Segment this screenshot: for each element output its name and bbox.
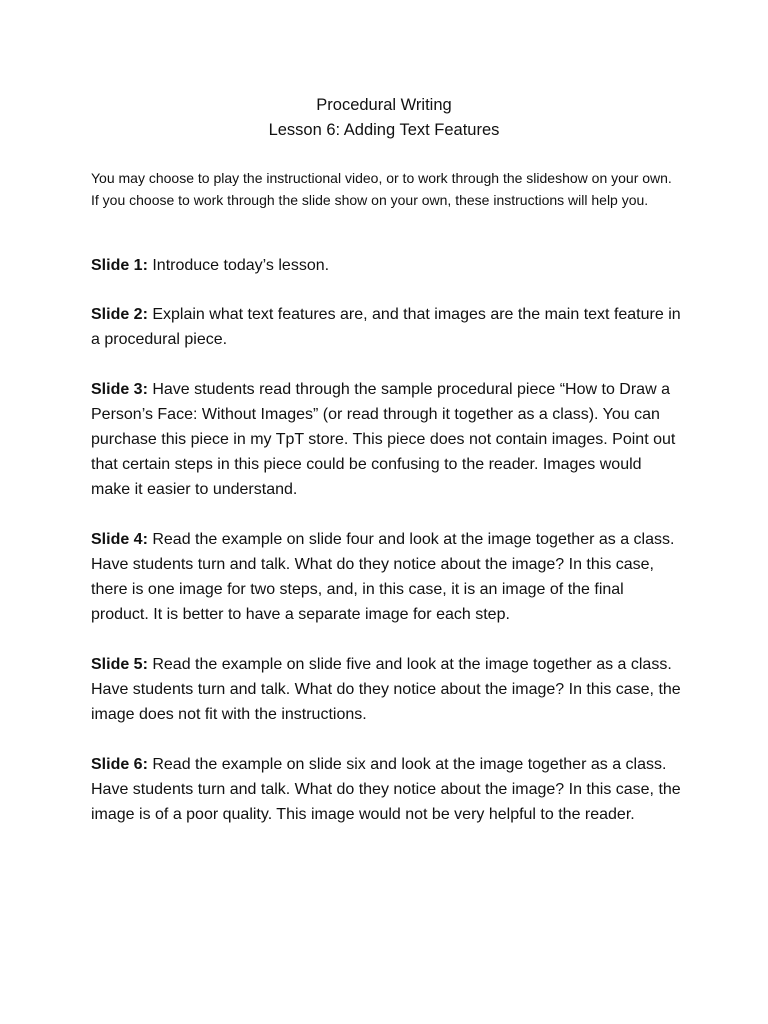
slide-3-label: Slide 3: (91, 381, 148, 398)
document-subtitle: Lesson 6: Adding Text Features (268, 121, 500, 139)
slide-2-text: Explain what text features are, and that images are the main text feature in a procedural piece. (91, 306, 681, 348)
slide-6-text: Read the example on slide six and look at the image together as a class. Have students turn and talk. What do they notice about the image? In this case, the image is of a poor quality. This image would not be very helpful to the reader. (91, 756, 681, 823)
slide-5-text: Read the example on slide five and look at the image together as a class. Have students turn and talk. What do they notice about the image? In this case, the image does not fit with the instructions. (91, 656, 681, 723)
slide-1-text: Introduce today’s lesson. (147, 257, 330, 274)
slide-4-text: Read the example on slide four and look at the image together as a class. Have students turn and talk. What do they notice about the image? In this case, there is one image for two steps, and, in this case, it is an image of the final product. It is better to have a separate image for each step. (91, 531, 675, 623)
slide-1-instruction (91, 253, 683, 278)
slide-6-label: Slide 6: (91, 756, 148, 773)
title-block (0, 93, 768, 143)
slide-2-label: Slide 2: (91, 306, 148, 323)
slide-4-label: Slide 4: (91, 531, 148, 548)
intro-paragraph: You may choose to play the instructional video, or to work through the slideshow on your own. If you choose to work through the slide show on your own, these instructions will help you. (91, 170, 672, 208)
slide-4-instruction (91, 527, 683, 627)
slide-3-instruction (91, 377, 683, 502)
document-title: Procedural Writing (316, 96, 452, 114)
slide-5-instruction (91, 652, 683, 727)
slide-6-instruction (91, 752, 683, 827)
slide-3-text: Have students read through the sample procedural piece “How to Draw a Person’s Face: Without Images” (or read through it together as a class). You can purchase this piece in my TpT store. This piece does not contain images. Point out that certain steps in this piece could be confusing to the reader. Images would make it easier to understand. (91, 381, 676, 498)
slide-2-instruction (91, 302, 683, 352)
slide-1-label: Slide 1: (91, 257, 148, 274)
slide-5-label: Slide 5: (91, 656, 148, 673)
